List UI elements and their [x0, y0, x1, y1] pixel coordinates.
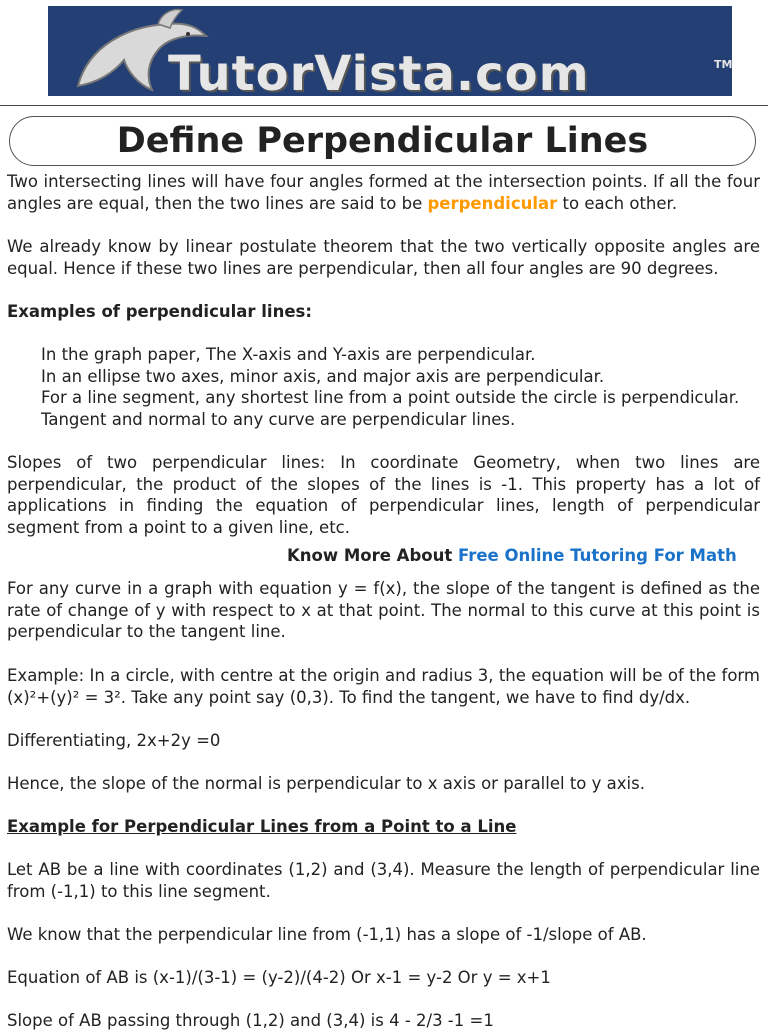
list-item: In an ellipse two axes, minor axis, and major axis are perpendicular.: [41, 366, 605, 386]
slope-known-paragraph: We know that the perpendicular line from (-1,1) has a slope of -1/slope of AB.: [7, 925, 647, 944]
circle-example-paragraph: Example: In a circle, with centre at the origin and radius 3, the equation will be of the form (x)²+(y)² = 3². Take any point say (0,3). To find the tangent, we have to find dy/dx.: [7, 666, 760, 707]
slope-ab-paragraph: Slope of AB passing through (1,2) and (3,4) is 4 - 2/3 -1 =1: [7, 1011, 494, 1030]
header-divider: [0, 105, 768, 106]
normal-paragraph: Hence, the slope of the normal is perpendicular to x axis or parallel to y axis.: [7, 774, 645, 793]
intro-paragraph: [7, 171, 760, 214]
intro-text: Two intersecting lines will have four angles formed at the intersection points. If all the four angles are equal, then the two lines are said to be: [7, 172, 760, 213]
slopes-paragraph: Slopes of two perpendicular lines: In coordinate Geometry, when two lines are perpendicular, the product of the slopes of the lines is -1. This property has a lot of applications in finding the equation of perpendicular lines, length of perpendicular segment from a point to a given line, etc.: [7, 453, 760, 537]
tutoring-link[interactable]: Free Online Tutoring For Math: [457, 546, 737, 565]
know-more-line: [287, 545, 737, 567]
title-box: [9, 116, 756, 166]
equation-ab-paragraph: Equation of AB is (x-1)/(3-1) = (y-2)/(4-2) Or x-1 = y-2 Or y = x+1: [7, 968, 551, 987]
tangent-paragraph: For any curve in a graph with equation y = f(x), the slope of the tangent is defined as the rate of change of y with respect to x at that point. The normal to this curve at this point is perpendicular to the tangent line.: [7, 579, 760, 641]
brand-name: TutorVista.com: [168, 46, 590, 96]
linear-postulate-paragraph: We already know by linear postulate theorem that the two vertically opposite angles are equal. Hence if these two lines are perpendicular, then all four angles are 90 degrees.: [7, 237, 760, 278]
differentiating-paragraph: Differentiating, 2x+2y =0: [7, 731, 221, 750]
page-title: Define Perpendicular Lines: [116, 121, 649, 161]
list-item: Tangent and normal to any curve are perpendicular lines.: [41, 409, 516, 429]
example-heading: Example for Perpendicular Lines from a Point to a Line: [7, 817, 517, 836]
ab-line-paragraph: Let AB be a line with coordinates (1,2) and (3,4). Measure the length of perpendicular line from (-1,1) to this line segment.: [7, 860, 760, 901]
perpendicular-link[interactable]: perpendicular: [427, 193, 558, 213]
examples-heading: Examples of perpendicular lines:: [7, 302, 312, 321]
examples-list: [41, 344, 739, 430]
list-item: In the graph paper, The X-axis and Y-axis are perpendicular.: [41, 345, 536, 364]
intro-text-end: to each other.: [557, 193, 678, 213]
trademark-mark: TM: [714, 58, 732, 71]
header-banner: [48, 6, 732, 96]
know-more-label: Know More About: [287, 546, 458, 565]
list-item: For a line segment, any shortest line from a point outside the circle is perpendicular.: [41, 388, 740, 407]
